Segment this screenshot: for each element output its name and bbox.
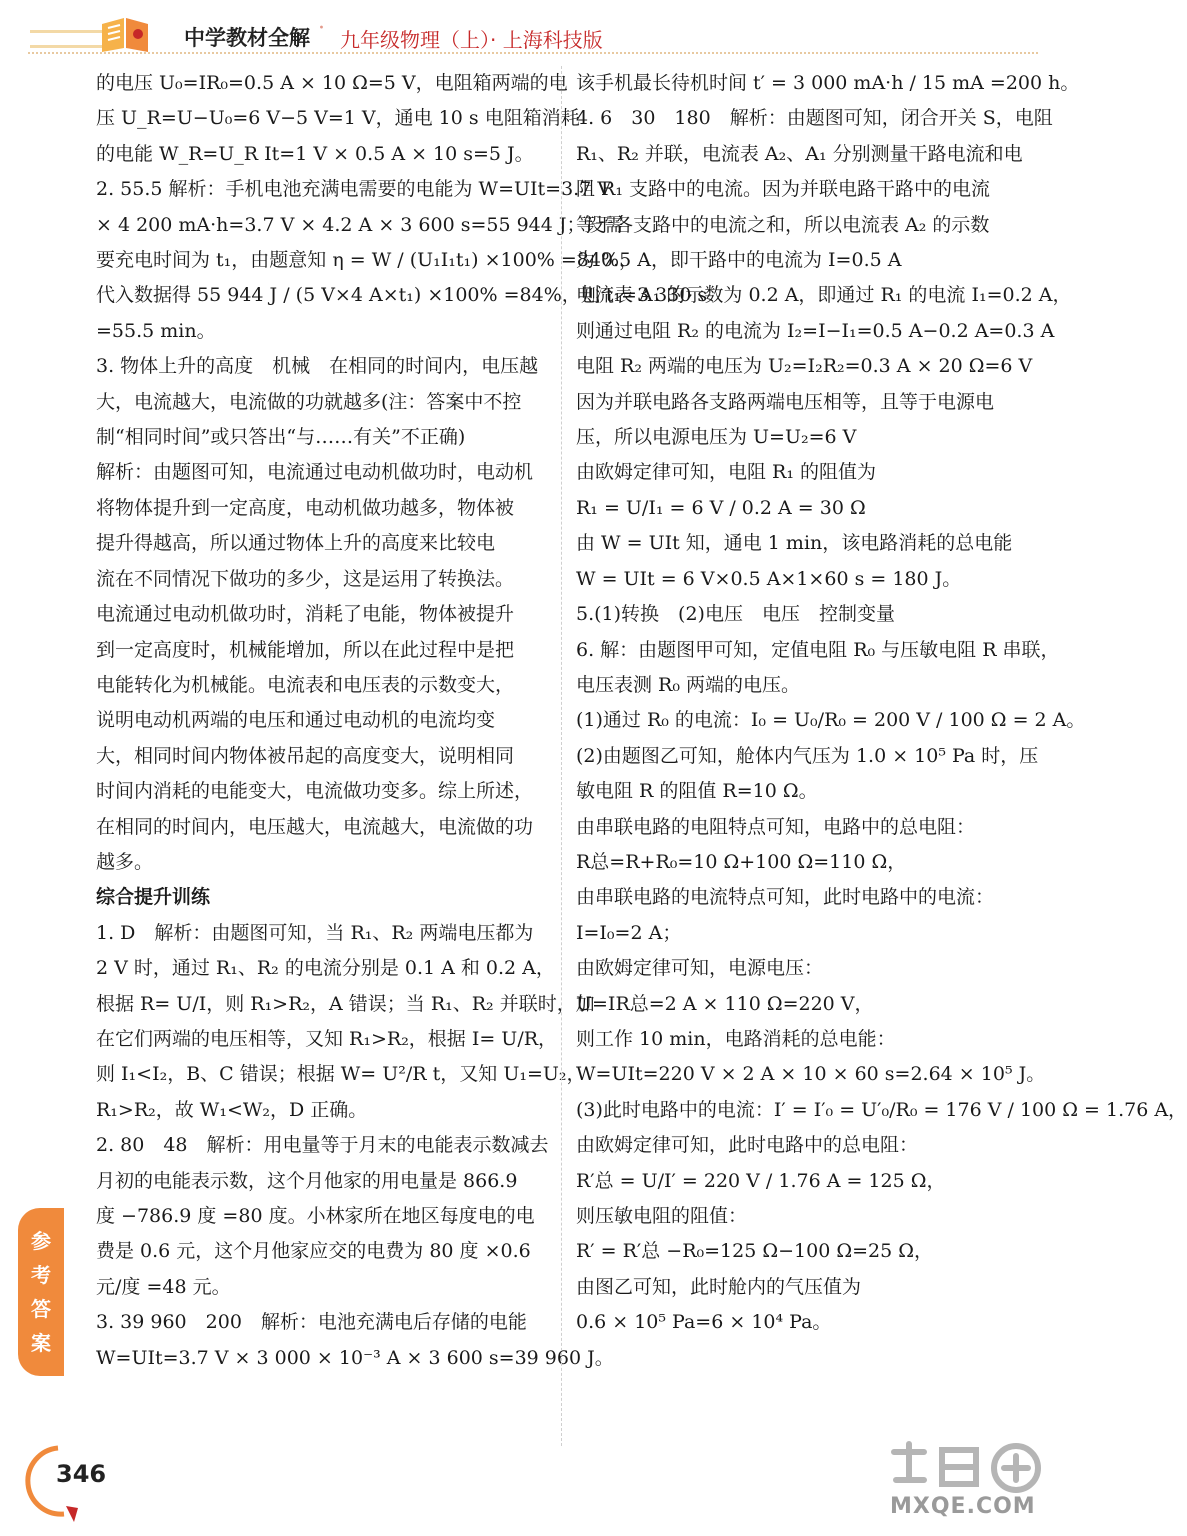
text-line: 电压表测 R₀ 两端的电压。 <box>576 673 801 696</box>
section-heading: 综合提升训练 <box>96 886 211 909</box>
page-number: 346 <box>56 1460 107 1488</box>
answer-4-line: 4. 6 30 180 解析：由题图可知，闭合开关 S，电阻 <box>576 107 1053 130</box>
text-line: 则工作 10 min，电路消耗的总电能： <box>576 1027 896 1050</box>
formula-line: I=I₀=2 A； <box>576 921 682 944</box>
text-line: 制“相同时间”或只答出“与……有关”不正确) <box>96 426 466 449</box>
text-line: 敏电阻 R 的阻值 R=10 Ω。 <box>576 780 818 803</box>
text-line: 代入数据得 55 944 J / (5 V×4 A×t₁) ×100% =84%，则 t₁=3 330 s <box>96 284 708 307</box>
text-line: 则 I₁<I₂，B、C 错误；根据 W= U²/R t，又知 U₁=U₂， <box>96 1063 586 1086</box>
header-separator: · <box>318 16 325 41</box>
answer-1-line: 1. D 解析：由题图可知，当 R₁、R₂ 两端电压都为 <box>96 921 534 944</box>
watermark-site: MXQE.COM <box>890 1494 1036 1519</box>
right-column <box>576 66 1187 1341</box>
text-line: W=UIt=3.7 V × 3 000 × 10⁻³ A × 3 600 s=39 960 J。 <box>96 1346 614 1369</box>
formula-line: W=UIt=220 V × 2 A × 10 × 60 s=2.64 × 10⁵ J。 <box>576 1063 1046 1086</box>
column-divider <box>561 66 562 1446</box>
header-rule <box>28 52 1038 54</box>
answers-side-tab <box>18 1208 64 1376</box>
formula-line: (3)此时电路中的电流：I′ = I′₀ = U′₀/R₀ = 176 V / 100 Ω = 1.76 A， <box>576 1098 1187 1121</box>
text-line: (2)由题图乙可知，舱体内气压为 1.0 × 10⁵ Pa 时，压 <box>576 744 1039 767</box>
text-line: 的电能 W_R=U_R It=1 V × 0.5 A × 10 s=5 J。 <box>96 142 534 165</box>
text-line: 电流通过电动机做功时，消耗了电能，物体被提升 <box>96 603 515 626</box>
book-logo-icon <box>98 14 152 54</box>
text-line: 时间内消耗的电能变大，电流做功变多。综上所述， <box>96 780 534 803</box>
text-line: R₁>R₂，故 W₁<W₂，D 正确。 <box>96 1098 368 1121</box>
text-line: 在相同的时间内，电压越大，电流越大，电流做的功 <box>96 815 534 838</box>
book-title: 中学教材全解 <box>184 26 310 50</box>
text-line: R₁、R₂ 并联，电流表 A₂、A₁ 分别测量干路电流和电 <box>576 142 1023 165</box>
answer-2-line: 2. 80 48 解析：用电量等于月末的电能表示数减去 <box>96 1134 549 1157</box>
text-line: 由欧姆定律可知，电阻 R₁ 的阻值为 <box>576 461 877 484</box>
text-line: 由图乙可知，此时舱内的气压值为 <box>576 1275 862 1298</box>
answer-6-line: 6. 解：由题图甲可知，定值电阻 R₀ 与压敏电阻 R 串联， <box>576 638 1060 661</box>
text-line: 将物体提升到一定高度，电动机做功越多，物体被 <box>96 496 515 519</box>
side-tab-label: 参考答案 <box>31 1229 51 1355</box>
formula-line: U=IR总=2 A × 110 Ω=220 V， <box>576 992 874 1015</box>
text-line: 该手机最长待机时间 t′ = 3 000 mA·h / 15 mA =200 h。 <box>576 72 1080 94</box>
text-line: 度 −786.9 度 =80 度。小林家所在地区每度电的电 <box>96 1205 535 1227</box>
formula-line: R₁ = U/I₁ = 6 V / 0.2 A = 30 Ω <box>576 496 866 519</box>
text-line: 说明电动机两端的电压和通过电动机的电流均变 <box>96 709 496 732</box>
text-line: 由欧姆定律可知，此时电路中的总电阻： <box>576 1134 919 1157</box>
text-line: 阻 R₁ 支路中的电流。因为并联电路干路中的电流 <box>576 178 991 201</box>
answer-2-line: 2. 55.5 解析：手机电池充满电需要的电能为 W=UIt=3.7 V <box>96 178 612 201</box>
text-line: × 4 200 mA·h=3.7 V × 4.2 A × 3 600 s=55 944 J；设需 <box>96 213 624 236</box>
text-line: 元/度 =48 元。 <box>96 1275 231 1298</box>
text-line: 为 0.5 A，即干路中的电流为 I=0.5 A <box>576 249 902 272</box>
text-line: 由串联电路的电流特点可知，此时电路中的电流： <box>576 886 995 909</box>
formula-line: R′ = R′总 −R₀=125 Ω−100 Ω=25 Ω， <box>576 1240 933 1263</box>
answer-3-line: 3. 39 960 200 解析：电池充满电后存储的电能 <box>96 1311 527 1334</box>
formula-line: R′总 = U/I′ = 220 V / 1.76 A = 125 Ω， <box>576 1169 946 1192</box>
formula-line: (1)通过 R₀ 的电流：I₀ = U₀/R₀ = 200 V / 100 Ω = 2 A。 <box>576 709 1086 732</box>
text-line: 到一定高度时，机械能增加，所以在此过程中是把 <box>96 638 515 661</box>
text-line: 月初的电能表示数，这个月他家的用电量是 866.9 <box>96 1169 518 1192</box>
formula-line: W = UIt = 6 V×0.5 A×1×60 s = 180 J。 <box>576 567 962 590</box>
text-line: 因为并联电路各支路两端电压相等，且等于电源电 <box>576 390 995 413</box>
text-line: 费是 0.6 元，这个月他家应交的电费为 80 度 ×0.6 <box>96 1240 531 1263</box>
text-line: 要充电时间为 t₁，由题意知 η = W / (U₁I₁t₁) ×100% =84%， <box>96 249 639 272</box>
answer-5-line: 5.(1)转换 (2)电压 电压 控制变量 <box>576 603 895 626</box>
text-line: 根据 R= U/I，则 R₁>R₂，A 错误；当 R₁、R₂ 并联时，加 <box>96 992 595 1015</box>
text-line: 越多。 <box>96 850 154 873</box>
text-line: 电流表 A₁ 的示数为 0.2 A，即通过 R₁ 的电流 I₁=0.2 A， <box>576 284 1072 307</box>
text-line: 电能转化为机械能。电流表和电压表的示数变大， <box>96 673 515 696</box>
formula-line: R总=R+R₀=10 Ω+100 Ω=110 Ω， <box>576 850 907 873</box>
text-line: 提升得越高，所以通过物体上升的高度来比较电 <box>96 532 496 555</box>
text-line: 流在不同情况下做功的多少，这是运用了转换法。 <box>96 567 515 590</box>
text-line: 由串联电路的电阻特点可知，电路中的总电阻： <box>576 815 976 838</box>
text-line: 由 W = UIt 知，通电 1 min，该电路消耗的总电能 <box>576 532 1013 555</box>
text-line: 大，相同时间内物体被吊起的高度变大，说明相同 <box>96 744 515 767</box>
answer-3-line: 3. 物体上升的高度 机械 在相同的时间内，电压越 <box>96 355 539 378</box>
text-line: 电阻 R₂ 两端的电压为 U₂=I₂R₂=0.3 A × 20 Ω=6 V <box>576 355 1033 378</box>
text-line: 压，所以电源电压为 U=U₂=6 V <box>576 426 857 449</box>
text-line: 大，电流越大，电流做的功就越多(注：答案中不控 <box>96 390 522 413</box>
text-line: 由欧姆定律可知，电源电压： <box>576 957 824 980</box>
formula-line: 0.6 × 10⁵ Pa=6 × 10⁴ Pa。 <box>576 1311 832 1334</box>
text-line: 则通过电阻 R₂ 的电流为 I₂=I−I₁=0.5 A−0.2 A=0.3 A <box>576 319 1055 342</box>
page-header <box>0 0 1062 62</box>
text-line: 等于各支路中的电流之和，所以电流表 A₂ 的示数 <box>576 213 990 236</box>
text-line: 的电压 U₀=IR₀=0.5 A × 10 Ω=5 V，电阻箱两端的电 <box>96 72 568 94</box>
book-subject: 九年级物理（上）· 上海科技版 <box>340 28 603 52</box>
text-line: =55.5 min。 <box>96 319 216 342</box>
text-line: 2 V 时，通过 R₁、R₂ 的电流分别是 0.1 A 和 0.2 A， <box>96 957 555 980</box>
text-line: 解析：由题图可知，电流通过电动机做功时，电动机 <box>96 461 534 484</box>
text-line: 则压敏电阻的阻值： <box>576 1205 748 1227</box>
text-line: 压 U_R=U−U₀=6 V−5 V=1 V，通电 10 s 电阻箱消耗 <box>96 107 580 130</box>
text-line: 在它们两端的电压相等，又知 R₁>R₂，根据 I= U/R， <box>96 1027 558 1050</box>
